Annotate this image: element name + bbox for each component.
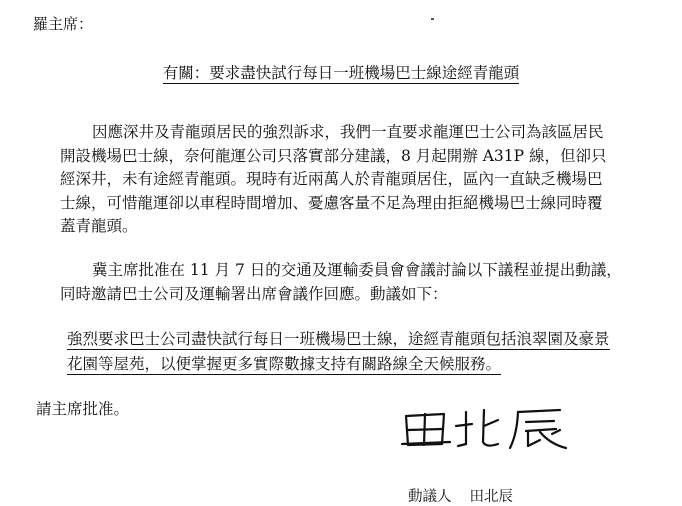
signer-role: 動議人 bbox=[408, 489, 452, 505]
paragraph-line: 士線，可惜龍運卻以車程時間增加、憂慮客量不足為理由拒絕機場巴士線同時覆 bbox=[60, 193, 603, 212]
paragraph-line: 開設機場巴士線，奈何龍運公司只落實部分建議，8 月起開辦 A31P 線，但卻只 bbox=[60, 146, 607, 165]
paragraph-line: 冀主席批准在 11 月 7 日的交通及運輸委員會會議討論以下議程並提出動議， bbox=[92, 261, 622, 279]
closing-line: 請主席批准。 bbox=[36, 400, 130, 418]
signer-line bbox=[408, 488, 513, 506]
salutation: 羅主席： bbox=[33, 15, 94, 33]
paragraph-line: 經深井，未有途經青龍頭。現時有近兩萬人於青龍頭居住，區內一直缺乏機場巴 bbox=[60, 170, 603, 188]
background-paragraph bbox=[60, 121, 607, 239]
scan-speck bbox=[431, 18, 434, 20]
handwritten-signature bbox=[400, 404, 570, 452]
request-paragraph bbox=[60, 259, 622, 306]
motion-text bbox=[67, 327, 610, 377]
motion-line: 花園等屋苑，以便掌握更多實際數據支持有關路線全天候服務。 bbox=[67, 355, 502, 373]
document-title bbox=[0, 62, 682, 84]
document-title-text: 有關：要求盡快試行每日一班機場巴士線途經青龍頭 bbox=[162, 64, 520, 82]
paragraph-line: 蓋青龍頭。 bbox=[60, 217, 138, 235]
paragraph-line: 因應深井及青龍頭居民的強烈訴求，我們一直要求龍運巴士公司為該區居民 bbox=[92, 123, 604, 141]
motion-line: 強烈要求巴士公司盡快試行每日一班機場巴士線，途經青龍頭包括浪翠園及豪景 bbox=[67, 330, 610, 348]
signer-name: 田北辰 bbox=[469, 489, 513, 505]
paragraph-line: 同時邀請巴士公司及運輸署出席會議作回應。動議如下： bbox=[60, 284, 448, 303]
